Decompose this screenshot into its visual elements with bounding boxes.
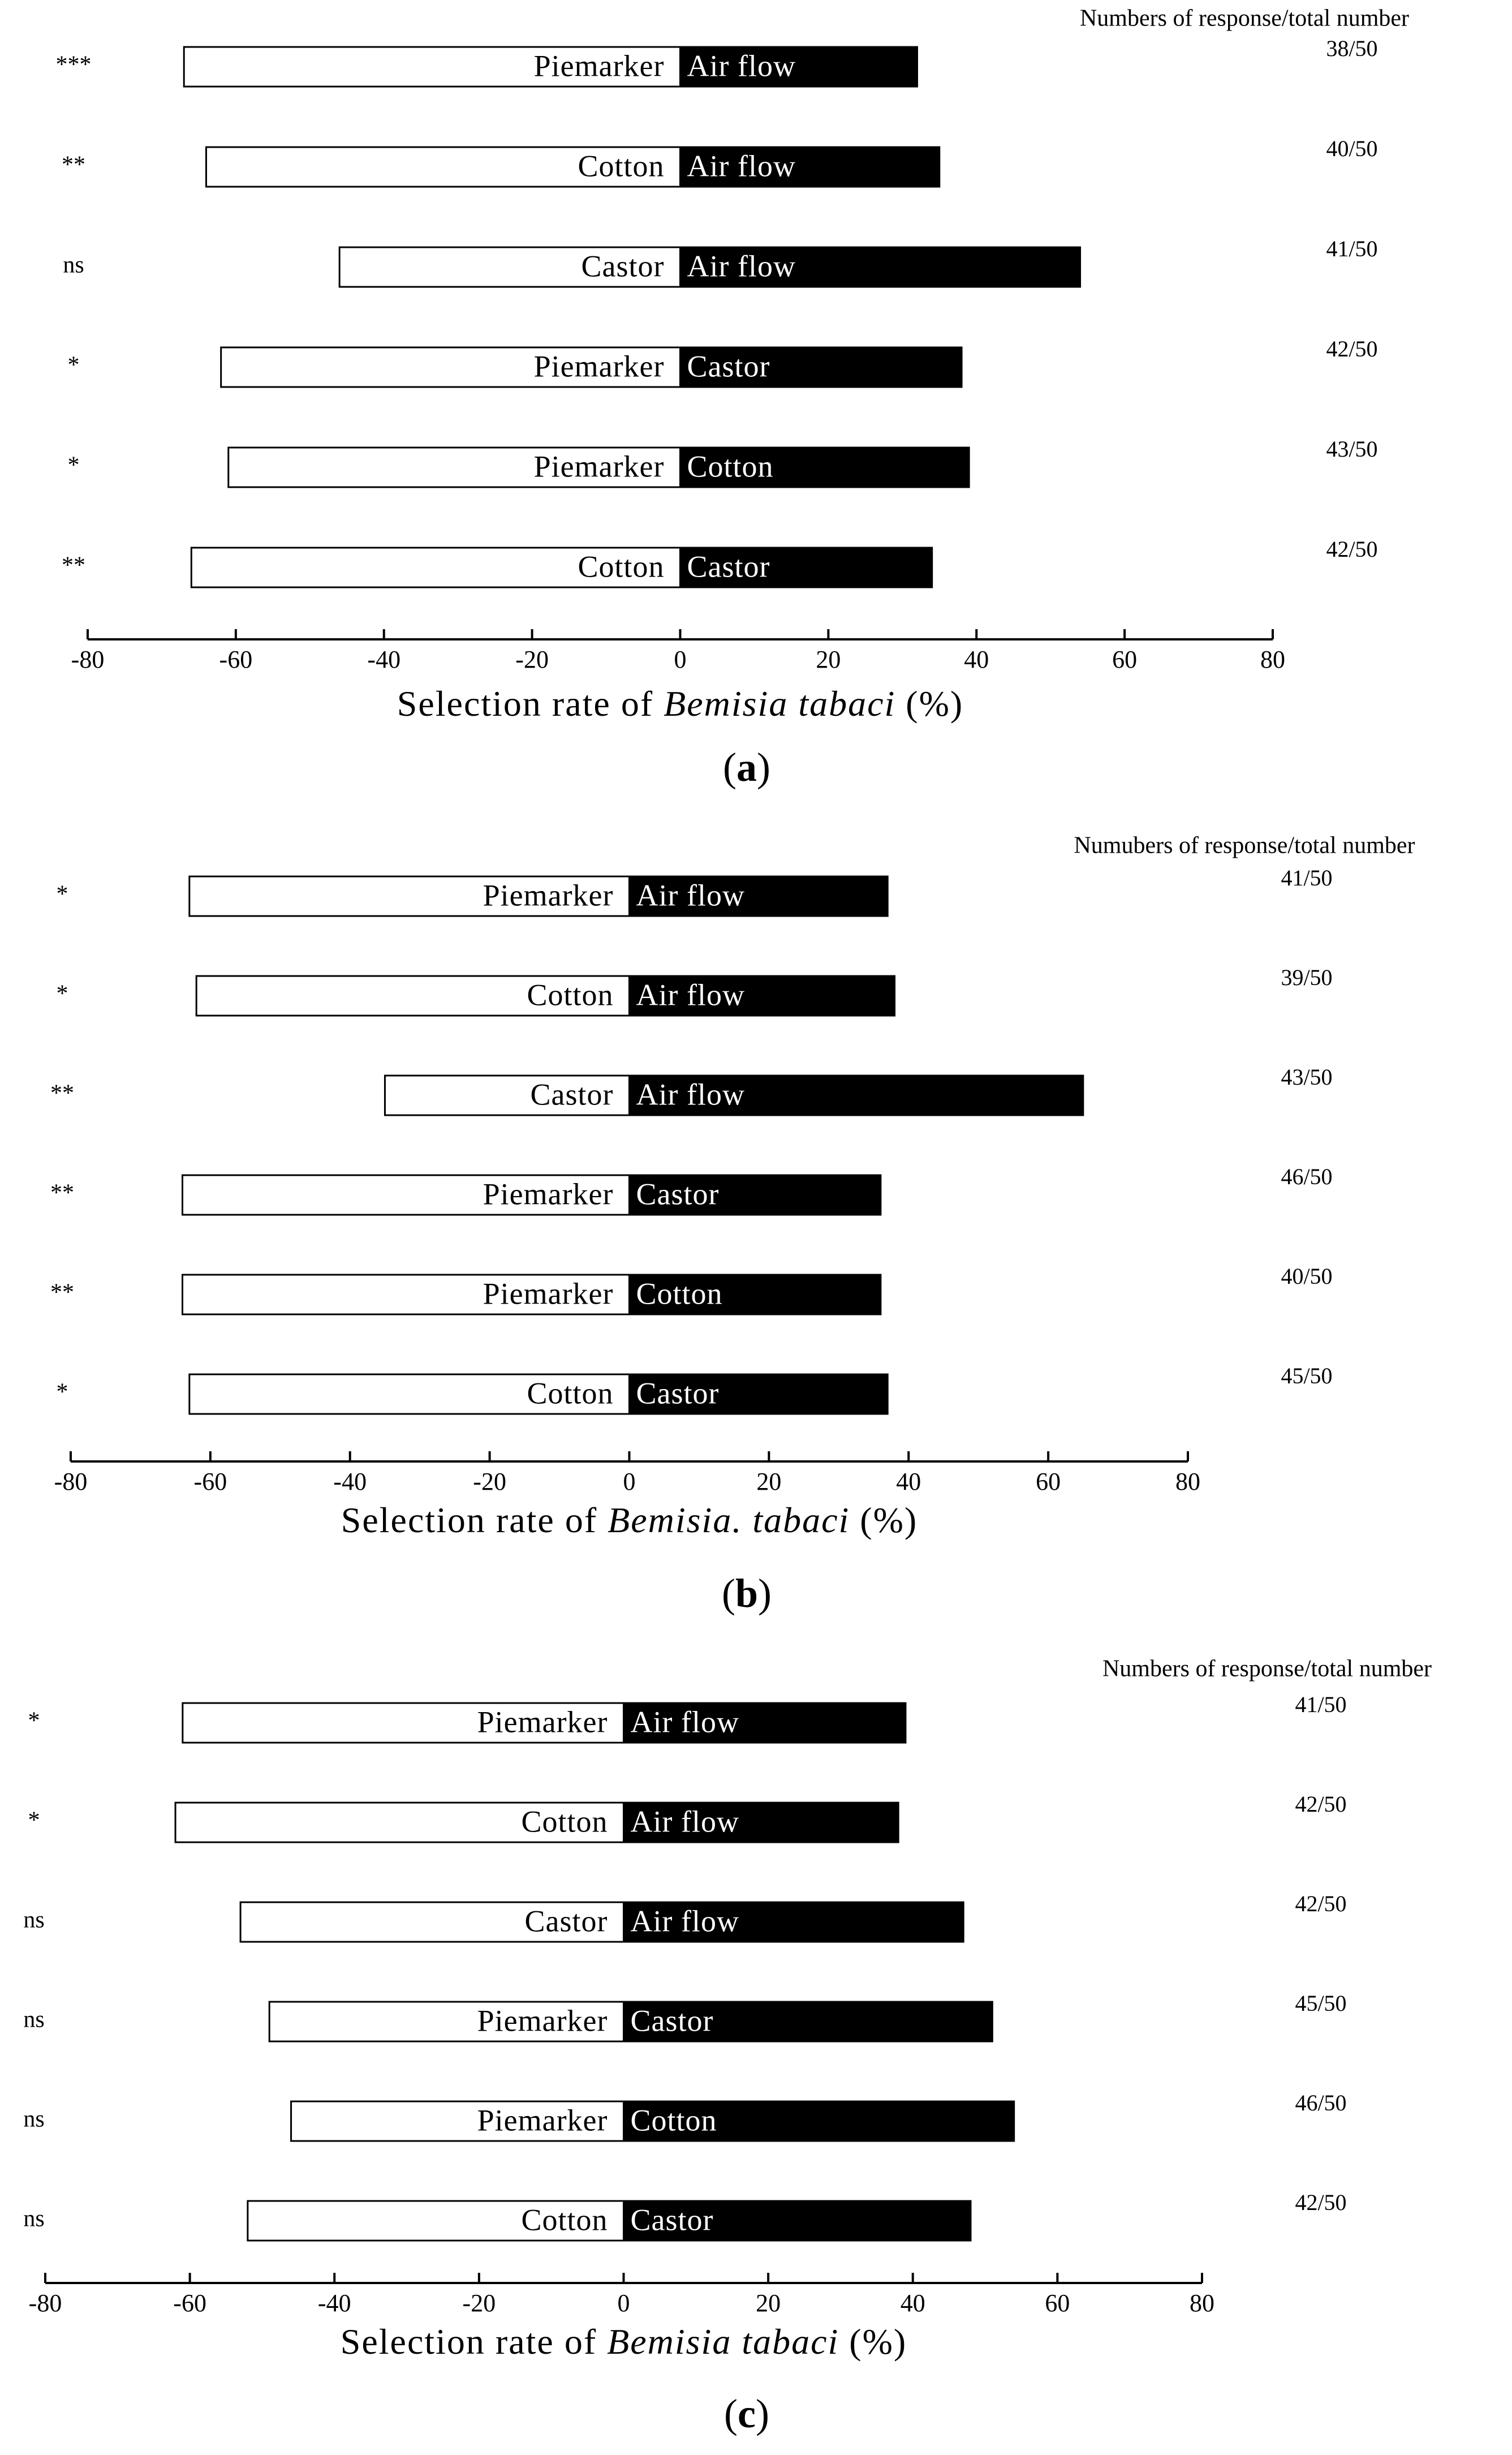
panel-label [722,1571,772,1616]
panel-label-letter: a [736,745,757,790]
panel-label-close: ) [758,1571,772,1616]
significance-label: ** [62,152,85,178]
response-count: 42/50 [1326,336,1378,362]
x-tick-label: -80 [71,646,105,673]
response-header: Numubers of response/total number [1074,832,1415,859]
bar-right-label: Air flow [687,249,796,283]
bar-left-label: Piemarker [533,349,665,384]
significance-label: * [67,452,80,479]
panel-label-open: ( [721,1571,735,1616]
response-count: 38/50 [1326,36,1378,62]
significance-label: * [28,1708,40,1734]
x-tick-label: 0 [623,1468,636,1495]
panel-label [723,745,770,790]
significance-label: ns [63,252,84,278]
x-axis-label-unit: (%) [839,2321,907,2362]
response-header: Numbers of response/total number [1079,5,1410,32]
bar-right-label: Air flow [630,1705,739,1739]
significance-label: ** [50,1080,74,1107]
chart-panel-a [56,6,1410,790]
bar-left-label: Cotton [527,978,614,1012]
x-tick-label: -40 [333,1468,367,1495]
x-tick-label: 20 [816,646,841,673]
x-tick-label: 40 [964,646,989,673]
significance-label: ** [50,1279,74,1306]
x-tick-label: 80 [1175,1468,1200,1495]
x-tick-label: -20 [462,2289,496,2317]
x-axis-label [341,1500,917,1540]
bar-left-label: Castor [524,1904,608,1938]
x-tick-label: 0 [674,646,687,673]
significance-label: *** [55,51,92,78]
panel-label-open: ( [723,745,736,790]
response-count: 42/50 [1326,536,1378,562]
x-axis-label-prefix: Selection rate of [341,1500,608,1540]
response-count: 43/50 [1326,436,1378,462]
x-axis-label [341,2321,907,2362]
significance-label: ** [62,552,85,579]
bar-left-label: Piemarker [533,449,665,484]
response-count: 41/50 [1326,236,1378,262]
x-tick-label: -80 [28,2289,62,2317]
bar-right-label: Air flow [636,1077,745,1112]
significance-label: ns [23,2205,45,2232]
x-axis-label-unit: (%) [850,1500,918,1540]
bar-right-label: Castor [630,2203,714,2237]
x-tick-label: 60 [1112,646,1138,673]
response-count: 45/50 [1295,1990,1347,2017]
bar-left-label: Piemarker [483,1177,614,1211]
panel-label-close: ) [755,2391,769,2436]
bar-left-label: Cotton [521,2203,608,2237]
response-count: 40/50 [1281,1263,1333,1289]
response-count: 41/50 [1281,865,1333,891]
response-count: 42/50 [1295,1791,1347,1817]
x-axis-label-prefix: Selection rate of [340,2321,608,2362]
bar-left-label: Piemarker [483,878,614,913]
bar-right-label: Cotton [636,1276,723,1311]
x-tick-label: -60 [193,1468,227,1495]
significance-label: ns [23,2006,45,2033]
significance-label: * [28,1807,40,1834]
x-tick-label: -40 [317,2289,351,2317]
response-count: 43/50 [1281,1064,1333,1090]
bar-left-label: Cotton [578,549,665,584]
x-axis-label [397,683,963,724]
bar-right-label: Air flow [636,878,745,913]
significance-label: * [56,881,68,908]
panel-label-letter: c [738,2391,756,2436]
response-count: 46/50 [1295,2090,1347,2116]
x-tick-label: 80 [1190,2289,1214,2317]
x-tick-label: -80 [54,1468,88,1495]
x-tick-label: -60 [173,2289,206,2317]
significance-label: * [56,981,68,1007]
bar-right-label: Air flow [687,149,796,183]
bar-right-label: Castor [636,1376,720,1411]
bar-right-label: Air flow [630,1804,739,1839]
significance-label: * [67,352,80,379]
x-axis-label-species: Bemisia. tabaci [608,1500,850,1540]
bar-right-label: Air flow [630,1904,739,1938]
bar-left-label: Cotton [578,149,665,183]
x-tick-label: 60 [1045,2289,1070,2317]
response-count: 40/50 [1326,136,1378,162]
bar-right-label: Air flow [687,49,796,83]
x-tick-label: -40 [367,646,401,673]
response-count: 41/50 [1295,1692,1347,1718]
panel-label-open: ( [724,2391,738,2436]
bar-left-label: Cotton [527,1376,614,1411]
x-axis-label-species: Bemisia tabaci [607,2321,839,2362]
response-count: 45/50 [1281,1363,1333,1389]
bar-right-label: Cotton [687,449,774,484]
significance-label: ns [23,2106,45,2132]
x-tick-label: 80 [1260,646,1285,673]
x-axis-label-species: Bemisia tabaci [664,683,896,724]
bar-right-label: Cotton [630,2103,717,2138]
chart-panel-b [50,833,1415,1616]
bar-right-label: Castor [687,349,770,384]
response-count: 46/50 [1281,1164,1333,1190]
x-tick-label: 40 [900,2289,925,2317]
significance-label: ** [50,1180,74,1206]
bar-right-label: Castor [630,2003,714,2038]
bar-left-label: Piemarker [477,2003,608,2038]
x-tick-label: 40 [896,1468,921,1495]
bar-left-label: Castor [581,249,665,283]
response-count: 42/50 [1295,1891,1347,1917]
bar-right-label: Castor [636,1177,720,1211]
bar-left-label: Piemarker [477,2103,608,2138]
response-count: 42/50 [1295,2190,1347,2216]
chart-panel-c [23,1656,1432,2436]
panel-label [724,2391,769,2436]
bar-right-label: Castor [687,549,770,584]
x-tick-label: 0 [617,2289,630,2317]
x-tick-label: -20 [515,646,549,673]
response-count: 39/50 [1281,965,1333,991]
bar-left-label: Piemarker [477,1705,608,1739]
x-tick-label: 60 [1036,1468,1061,1495]
bar-left-label: Piemarker [483,1276,614,1311]
significance-label: * [56,1379,68,1405]
response-header: Numbers of response/total number [1102,1656,1432,1682]
bar-right-label: Air flow [636,978,745,1012]
x-tick-label: 20 [756,2289,781,2317]
bar-left-label: Piemarker [533,49,665,83]
significance-label: ns [23,1907,45,1933]
bar-left-label: Castor [530,1077,614,1112]
x-tick-label: -60 [219,646,253,673]
x-tick-label: -20 [473,1468,506,1495]
panel-label-letter: b [735,1571,759,1616]
x-axis-label-prefix: Selection rate of [397,683,664,724]
bar-left-label: Cotton [521,1804,608,1839]
x-axis-label-unit: (%) [895,683,964,724]
x-tick-label: 20 [756,1468,782,1495]
panel-label-close: ) [757,745,770,790]
